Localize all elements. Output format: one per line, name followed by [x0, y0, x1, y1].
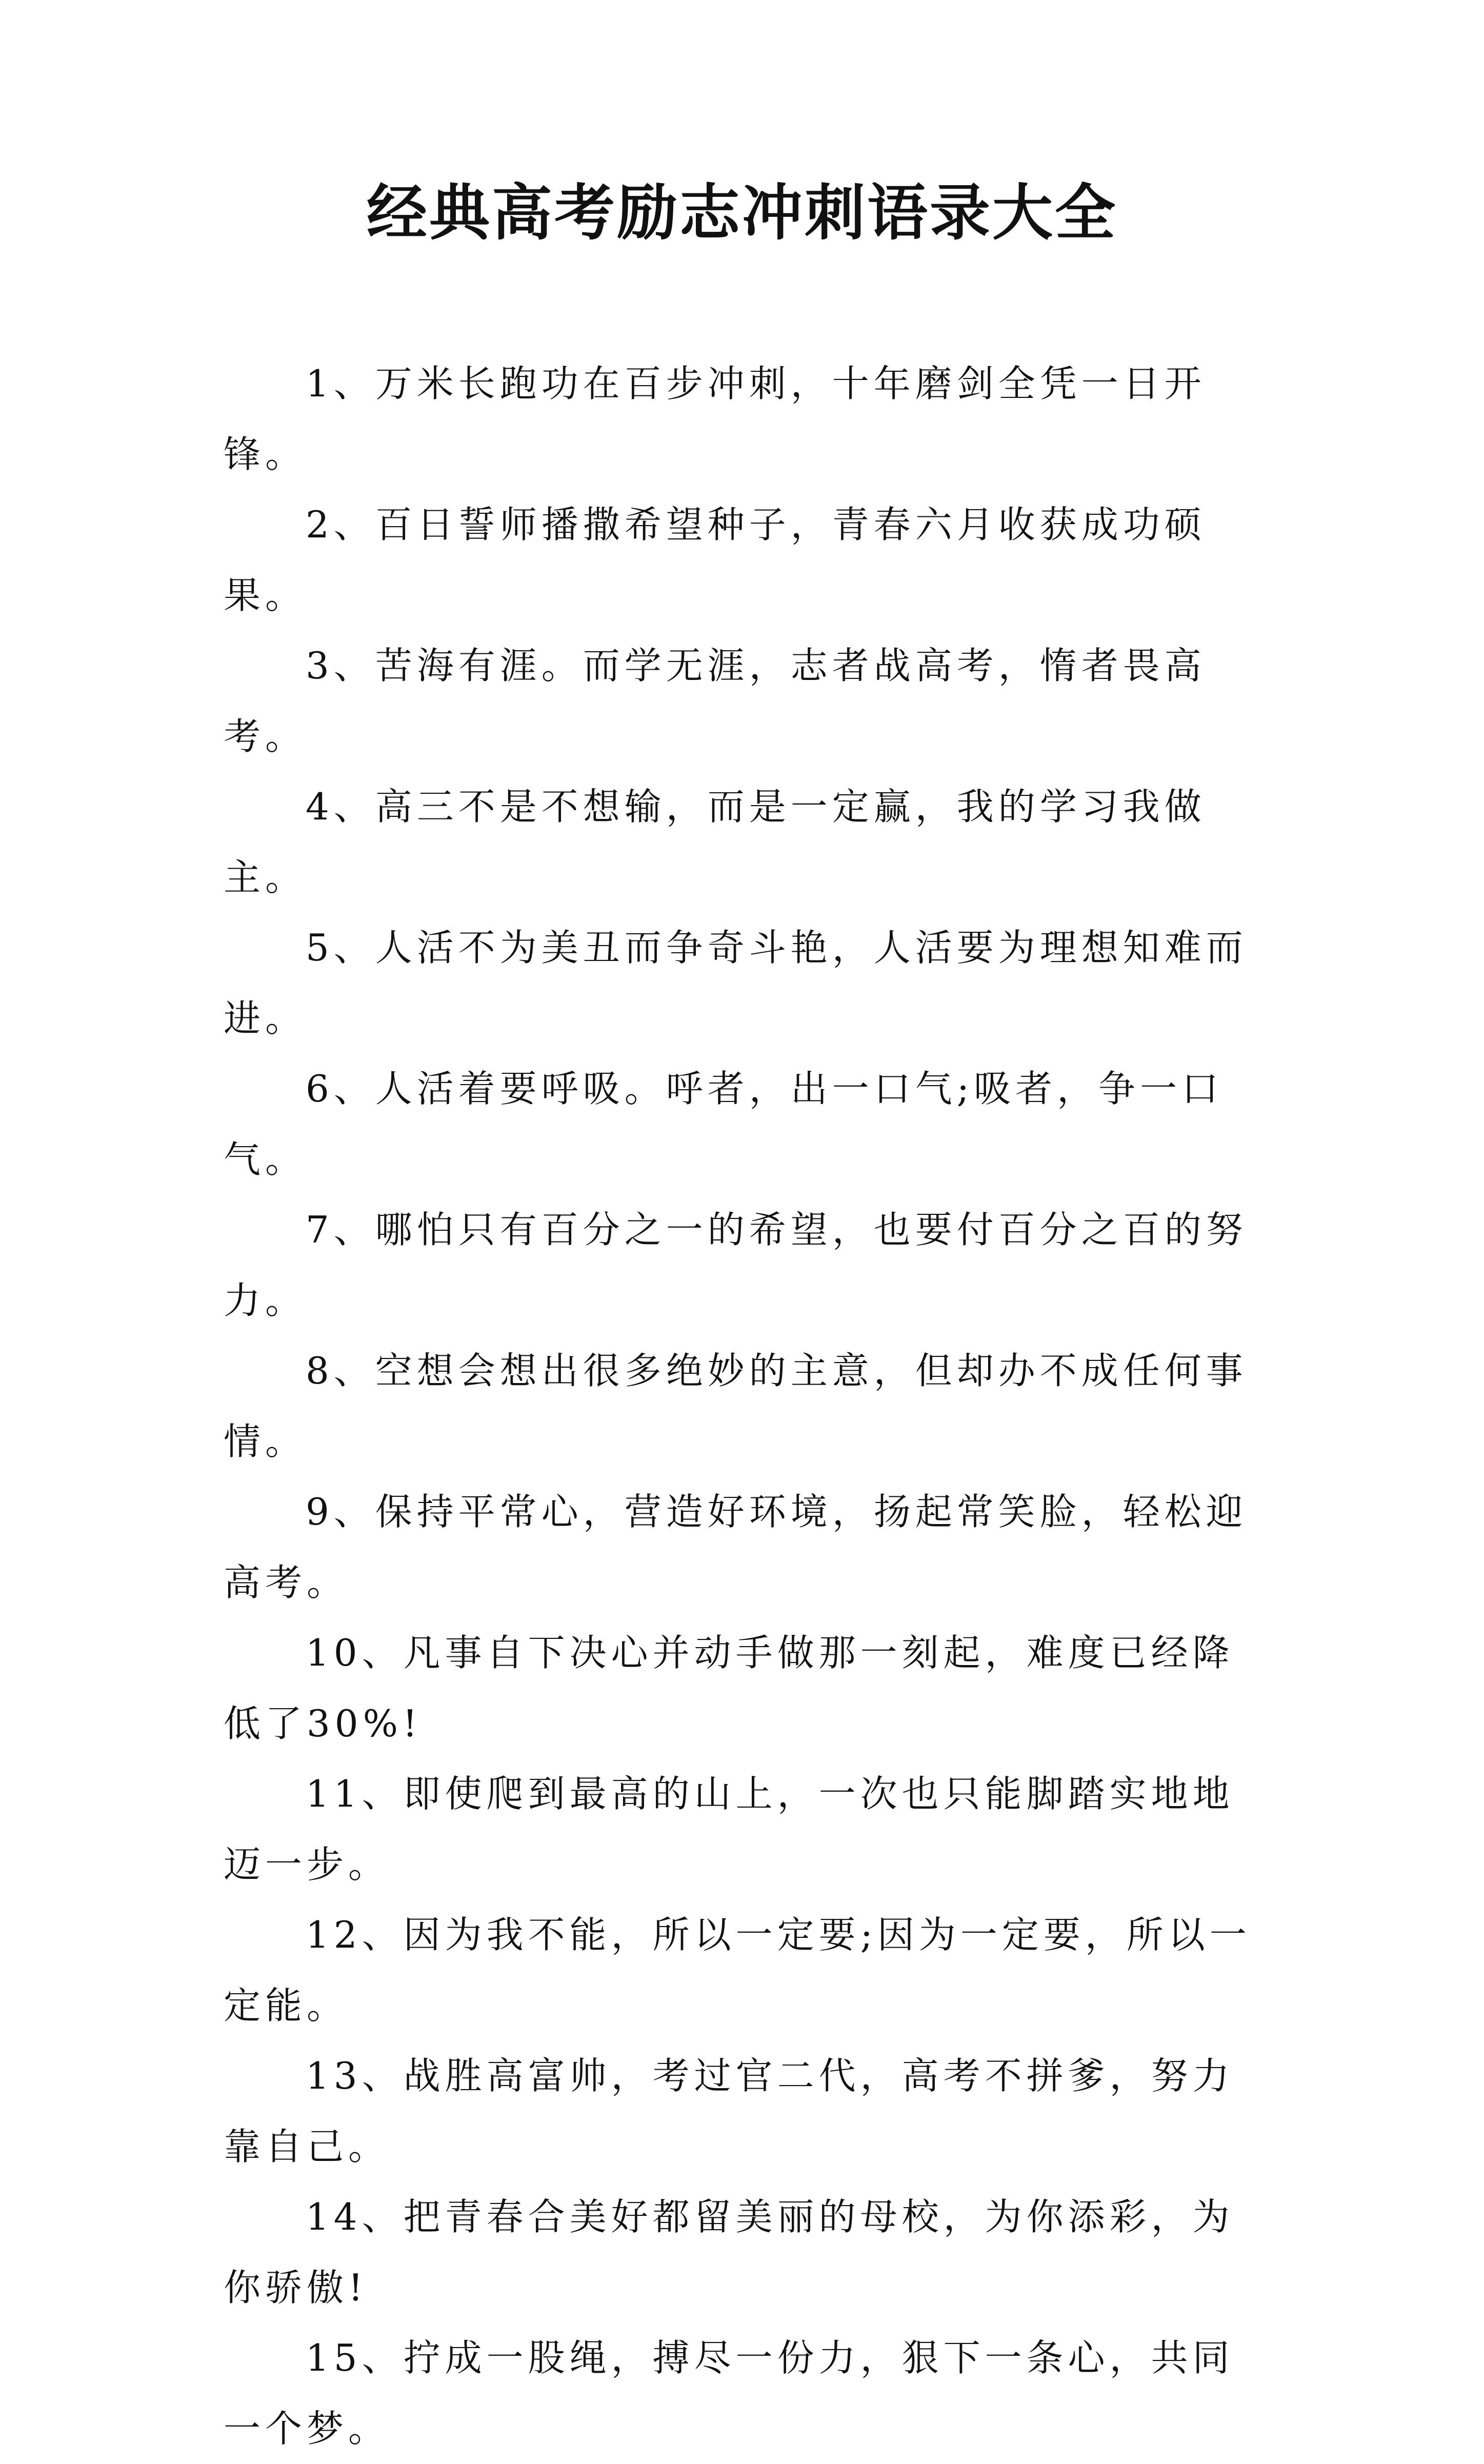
quote-item: 11、即使爬到最高的山上，一次也只能脚踏实地地迈一步。	[224, 1772, 1234, 1886]
quote-item: 6、人活着要呼吸。呼者，出一口气;吸者，争一口气。	[224, 1067, 1224, 1181]
document-title: 经典高考励志冲刺语录大全	[366, 177, 1117, 248]
quote-item: 3、苦海有涯。而学无涯，志者战高考，惰者畏高考。	[224, 644, 1206, 758]
quote-item: 5、人活不为美丑而争奇斗艳，人活要为理想知难而进。	[224, 926, 1248, 1040]
quote-item: 10、凡事自下决心并动手做那一刻起，难度已经降低了30%!	[224, 1631, 1234, 1745]
quote-list	[224, 349, 1270, 2464]
quote-item: 9、保持平常心，营造好环境，扬起常笑脸，轻松迎高考。	[224, 1490, 1248, 1604]
quote-item: 2、百日誓师播撒希望种子，青春六月收获成功硕果。	[224, 503, 1206, 617]
quote-item: 1、万米长跑功在百步冲刺，十年磨剑全凭一日开锋。	[224, 362, 1206, 476]
quote-item: 4、高三不是不想输，而是一定赢，我的学习我做主。	[224, 785, 1206, 899]
quote-item: 7、哪怕只有百分之一的希望，也要付百分之百的努力。	[224, 1208, 1248, 1322]
quote-item: 8、空想会想出很多绝妙的主意，但却办不成任何事情。	[224, 1349, 1248, 1463]
quote-item: 14、把青春合美好都留美丽的母校，为你添彩，为你骄傲!	[224, 2195, 1234, 2309]
quote-item: 13、战胜高富帅，考过官二代，高考不拼爹，努力靠自己。	[224, 2054, 1234, 2168]
quote-item: 15、拧成一股绳，搏尽一份力，狠下一条心，共同一个梦。	[224, 2336, 1234, 2450]
quote-item: 12、因为我不能，所以一定要;因为一定要，所以一定能。	[224, 1913, 1251, 2027]
